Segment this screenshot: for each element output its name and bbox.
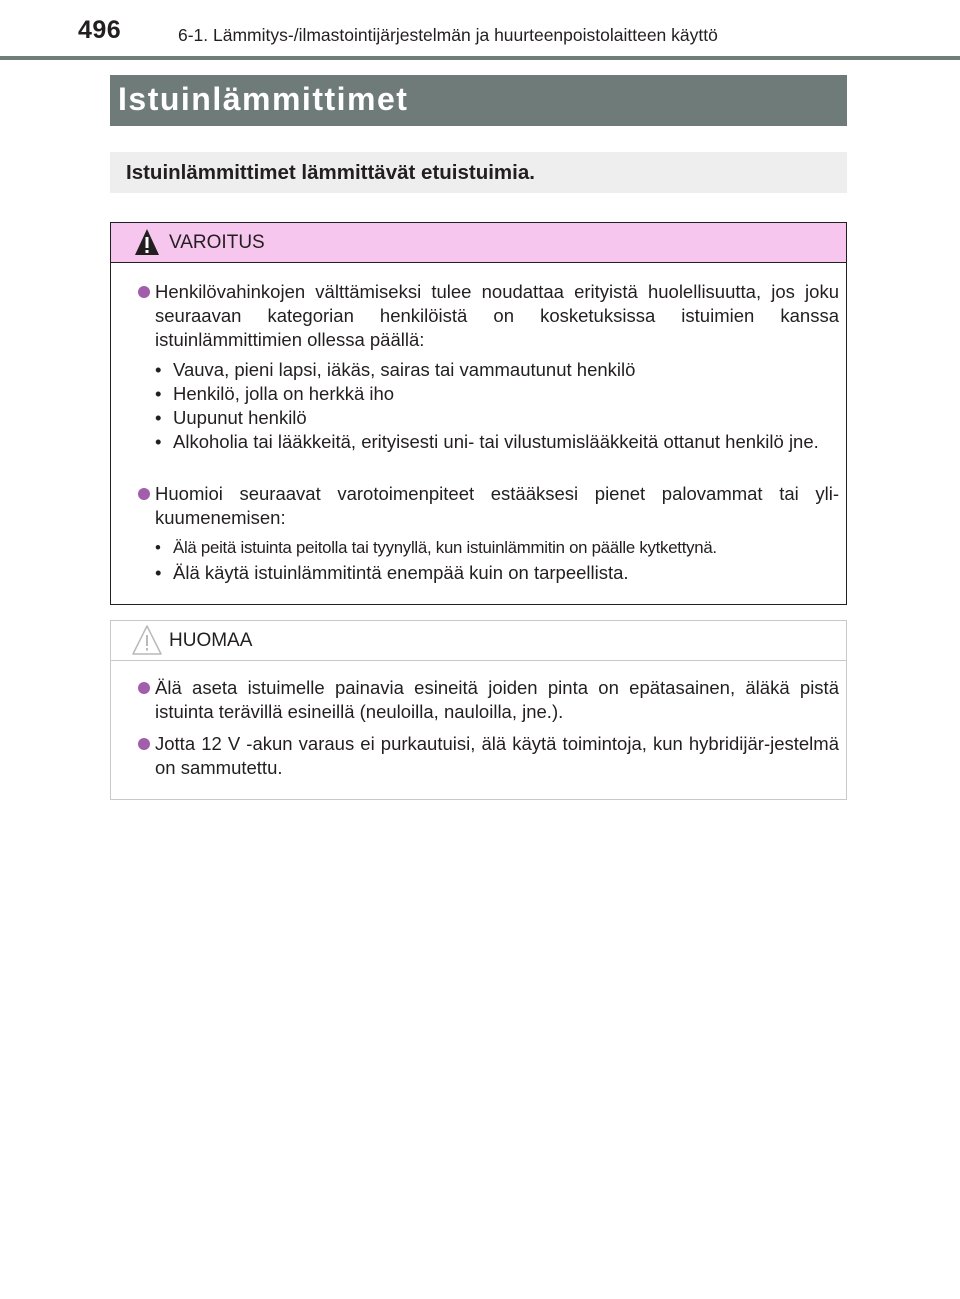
bullet-icon: • — [155, 562, 162, 583]
list-item — [155, 358, 839, 382]
list-item — [155, 406, 839, 430]
warning-box — [110, 222, 847, 605]
bullet-icon: • — [155, 431, 162, 452]
notice-header — [111, 621, 846, 661]
list-item — [155, 382, 839, 406]
notice-item — [155, 676, 839, 724]
bullet-dot-icon — [138, 286, 150, 298]
intro-text: Istuinlämmittimet lämmittävät etuistuimia. — [126, 161, 535, 184]
chapter-title: 6-1. Lämmitys-/ilmastointijärjestelmän ja huurteenpoistolaitteen käyttö — [178, 25, 718, 45]
list-item — [155, 561, 839, 585]
warning-item-text: Henkilövahinkojen välttämiseksi tulee noudattaa erityistä huolellisuutta, jos joku seuraavan kategorian henkilöistä on kosketuksissa istuimien kanssa istuinlämmittimien ollessa päällä: — [155, 281, 839, 350]
list-item-text: Älä peitä istuinta peitolla tai tyynyllä, kun istuinlämmitin on päälle kytkettynä. — [173, 538, 717, 557]
notice-box — [110, 620, 847, 800]
notice-item-text: Älä aseta istuimelle painavia esineitä joiden pinta on epätasainen, äläkä pistä istuinta terävillä esineillä (neuloilla, nauloilla, jne.). — [155, 677, 839, 722]
warning-item — [155, 482, 839, 530]
warning-item — [155, 280, 839, 352]
page-number: 496 — [78, 16, 122, 44]
section-title: Istuinlämmittimet — [118, 81, 409, 117]
caution-triangle-outline-icon — [131, 624, 163, 656]
warning-label: VAROITUS — [169, 232, 265, 253]
list-item — [155, 536, 839, 560]
list-item-text: Alkoholia tai lääkkeitä, erityisesti uni- tai vilustumislääkkeitä ottanut henkilö jne. — [173, 431, 819, 452]
bullet-icon: • — [155, 538, 161, 557]
warning-header — [111, 223, 846, 263]
bullet-dot-icon — [138, 488, 150, 500]
notice-label: HUOMAA — [169, 630, 253, 651]
notice-item-text: Jotta 12 V -akun varaus ei purkautuisi, älä käytä toimintoja, kun hybridijär-jestelmä on sammutettu. — [155, 733, 839, 778]
list-item-text: Henkilö, jolla on herkkä iho — [173, 383, 395, 404]
list-item — [155, 430, 839, 454]
header-rule — [0, 56, 960, 60]
bullet-icon: • — [155, 359, 162, 380]
warning-triangle-icon — [134, 228, 160, 256]
notice-item — [155, 732, 839, 780]
bullet-icon: • — [155, 407, 162, 428]
intro-box — [110, 152, 847, 193]
list-item-text: Älä käytä istuinlämmitintä enempää kuin on tarpeellista. — [173, 562, 629, 583]
bullet-dot-icon — [138, 738, 150, 750]
section-title-bar — [110, 75, 847, 126]
bullet-dot-icon — [138, 682, 150, 694]
warning-item-text: Huomioi seuraavat varotoimenpiteet estääksesi pienet palovammat tai yli-kuumenemisen: — [155, 483, 839, 528]
bullet-icon: • — [155, 383, 162, 404]
page-header — [0, 0, 960, 60]
list-item-text: Vauva, pieni lapsi, iäkäs, sairas tai vammautunut henkilö — [173, 359, 636, 380]
list-item-text: Uupunut henkilö — [173, 407, 307, 428]
